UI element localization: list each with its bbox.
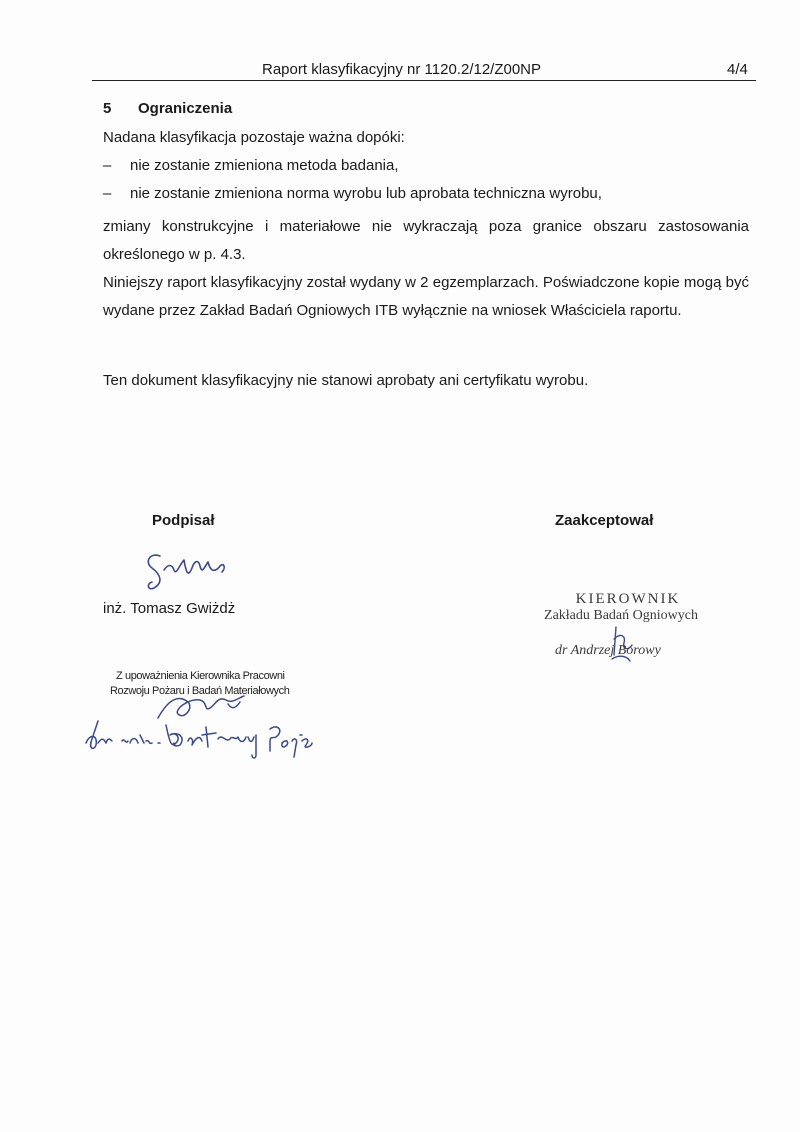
report-header-title: Raport klasyfikacyjny nr 1120.2/12/Z00NP <box>262 61 542 78</box>
list-item: nie zostanie zmieniona norma wyrobu lub aprobata techniczna wyrobu, <box>130 185 602 202</box>
list-item-dash: – <box>103 157 112 174</box>
section-title: Ograniczenia <box>138 100 233 117</box>
section-intro: Nadana klasyfikacja pozostaje ważna dopóki: <box>103 129 405 146</box>
signed-by-label: Podpisał <box>152 512 215 529</box>
section-number: 5 <box>103 100 112 117</box>
paragraph-disclaimer: Ten dokument klasyfikacyjny nie stanowi aprobaty ani certyfikatu wyrobu. <box>103 372 589 389</box>
stamp-signer-name: dr Andrzej Borowy <box>555 643 661 658</box>
header-rule <box>92 80 756 81</box>
authorization-line-2: Rozwoju Pożaru i Badań Materiałowych <box>110 685 290 697</box>
list-item-dash: – <box>103 185 112 202</box>
paragraph-copies: Niniejszy raport klasyfikacyjny został wydany w 2 egzemplarzach. Poświadczone kopie mogą być wydane przez Zakład Badań Ogniowych ITB wyłącznie na wniosek Właściciela raportu. <box>103 274 749 319</box>
stamp-title: KIEROWNIK <box>575 591 681 607</box>
paragraph-scope: zmiany konstrukcyjne i materiałowe nie wykraczają poza granice obszaru zastosowania określonego w p. 4.3. <box>103 218 749 263</box>
list-item: nie zostanie zmieniona metoda badania, <box>130 157 399 174</box>
accepted-by-label: Zaakceptował <box>555 512 654 529</box>
signature-papis-image <box>84 715 314 765</box>
stamp-department: Zakładu Badań Ogniowych <box>544 608 698 623</box>
page-number: 4/4 <box>727 61 748 78</box>
signature-gwizdz-image <box>142 548 232 593</box>
authorization-line-1: Z upoważnienia Kierownika Pracowni <box>116 670 285 682</box>
signer-name: inż. Tomasz Gwiżdż <box>103 600 236 617</box>
